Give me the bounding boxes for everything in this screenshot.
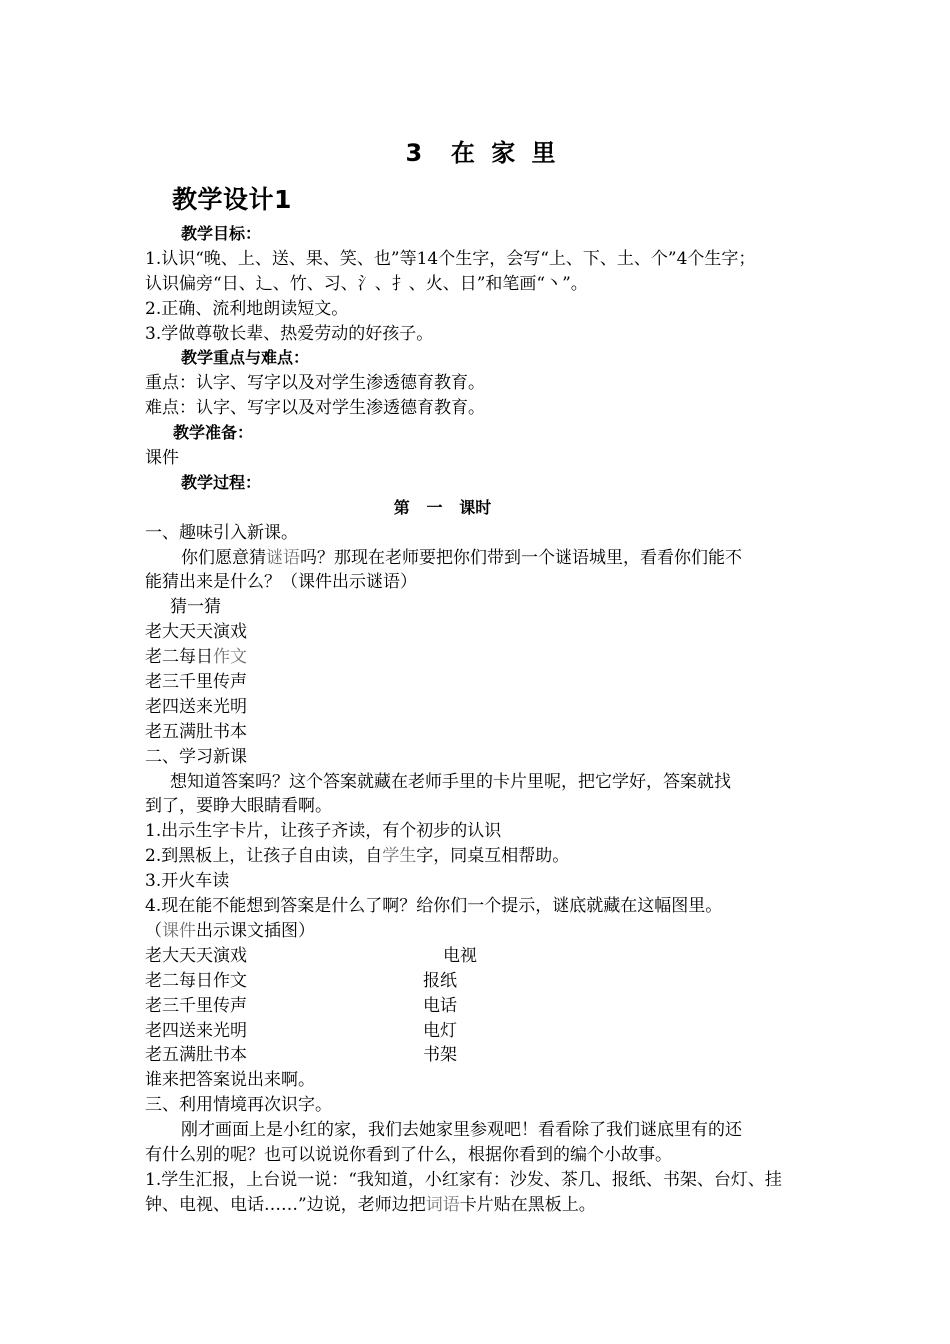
lesson-period: 第 一 课时 xyxy=(393,497,492,517)
step-4: 4.现在能不能想到答案是什么了啊？给你们一个提示，谜底就藏在这幅图里。 xyxy=(145,896,723,917)
goal-3: 3.学做尊敬长辈、热爱劳动的好孩子。 xyxy=(145,323,434,344)
part-1-heading: 一、趣味引入新课。 xyxy=(145,522,298,543)
riddle-2-text: 老二每日 xyxy=(145,647,213,668)
riddle-3: 老三千里传声 xyxy=(145,672,247,693)
step-3: 3.开火车读 xyxy=(145,871,230,892)
answer-row xyxy=(145,994,810,1019)
step-1: 1.出示生字卡片，让孩子齐读，有个初步的认识 xyxy=(145,821,502,842)
answer-riddle: 老二每日作文 xyxy=(145,970,247,991)
step-2-text-a: 2.到黑板上，让孩子自由读，自 xyxy=(145,846,383,867)
answer-riddle: 老大天天演戏 xyxy=(145,945,247,966)
step-4-note xyxy=(145,919,810,944)
intro-text-b: 吗？那现在老师要把你们带到一个谜语城里，看看你们能不 xyxy=(300,547,742,568)
answer-word: 报纸 xyxy=(423,970,457,991)
process-heading: 教学过程： xyxy=(181,472,262,492)
part-3-heading: 三、利用情境再次识字。 xyxy=(145,1095,332,1116)
report-text-b: 卡片贴在黑板上。 xyxy=(459,1194,596,1215)
learn-paragraph-line-2: 到了，要睁大眼睛看啊。 xyxy=(145,796,332,817)
intro-link-riddle: 谜语 xyxy=(266,547,300,568)
part-2-heading: 二、学习新课 xyxy=(145,746,247,767)
report-line-2 xyxy=(145,1193,810,1218)
step-2-text-b: 字，同桌互相帮助。 xyxy=(416,846,570,867)
report-text-a: 钟、电视、电话……”边说，老师边把 xyxy=(145,1194,426,1215)
riddle-1: 老大天天演戏 xyxy=(145,622,247,643)
riddle-2 xyxy=(145,645,810,670)
document-body xyxy=(145,222,810,1218)
goal-1-line-1: 1.认识“晚、上、送、果、笑、也”等14个生字，会写“上、下、土、个”4个生字； xyxy=(145,248,756,269)
lesson-title: 3 在 家 里 xyxy=(405,139,560,167)
intro-paragraph-line-2: 能猜出来是什么？（课件出示谜语） xyxy=(145,572,417,593)
goal-1-line-2: 认识偏旁“日、辶、竹、习、氵、扌、火、日”和笔画“丶”。 xyxy=(145,273,588,294)
answer-word: 电视 xyxy=(443,945,477,966)
riddle-4: 老四送来光明 xyxy=(145,696,247,717)
guess-label: 猜一猜 xyxy=(170,597,221,618)
scene-paragraph-line-1: 刚才画面上是小红的家，我们去她家里参观吧！看看除了我们谜底里有的还 xyxy=(181,1120,742,1141)
step-4-link: 课件 xyxy=(162,920,196,941)
who-answers: 谁来把答案说出来啊。 xyxy=(145,1070,315,1091)
riddle-5: 老五满肚书本 xyxy=(145,721,247,742)
report-link-words: 词语 xyxy=(425,1194,460,1215)
design-subtitle: 教学设计1 xyxy=(172,185,292,214)
goals-heading: 教学目标： xyxy=(181,224,262,243)
scene-paragraph-line-2: 有什么别的呢？也可以说说你看到了什么，根据你看到的编个小故事。 xyxy=(145,1144,672,1165)
answer-row xyxy=(145,1019,810,1044)
keypoint-key: 重点：认字、写字以及对学生渗透德育教育。 xyxy=(145,373,485,394)
answer-row xyxy=(145,944,810,969)
answer-row xyxy=(145,969,810,994)
answer-riddle: 老三千里传声 xyxy=(145,995,247,1016)
goal-2: 2.正确、流利地朗读短文。 xyxy=(145,298,349,319)
step-4-open: （ xyxy=(145,920,162,941)
riddle-2-link: 作文 xyxy=(213,647,247,668)
prep-content: 课件 xyxy=(145,448,179,469)
answer-riddle: 老四送来光明 xyxy=(145,1020,247,1041)
answer-row xyxy=(145,1043,810,1068)
step-2-link: 学生 xyxy=(382,846,417,867)
report-line-1: 1.学生汇报，上台说一说：“我知道，小红家有：沙发、茶几、报纸、书架、台灯、挂 xyxy=(145,1169,782,1190)
intro-text-a: 你们愿意猜 xyxy=(181,547,266,568)
answer-word: 电话 xyxy=(423,995,457,1016)
intro-paragraph-line-1 xyxy=(145,546,810,571)
keypoints-heading: 教学重点与难点： xyxy=(181,348,310,368)
step-4-rest: 出示课文插图） xyxy=(196,920,315,941)
answer-riddle: 老五满肚书本 xyxy=(145,1045,247,1066)
learn-paragraph-line-1: 想知道答案吗？这个答案就藏在老师手里的卡片里呢，把它学好，答案就找 xyxy=(170,771,731,792)
prep-heading: 教学准备： xyxy=(173,423,254,443)
step-2 xyxy=(145,844,810,869)
keypoint-difficult: 难点：认字、写字以及对学生渗透德育教育。 xyxy=(145,398,485,419)
answer-word: 电灯 xyxy=(423,1020,457,1041)
answer-word: 书架 xyxy=(423,1045,457,1066)
